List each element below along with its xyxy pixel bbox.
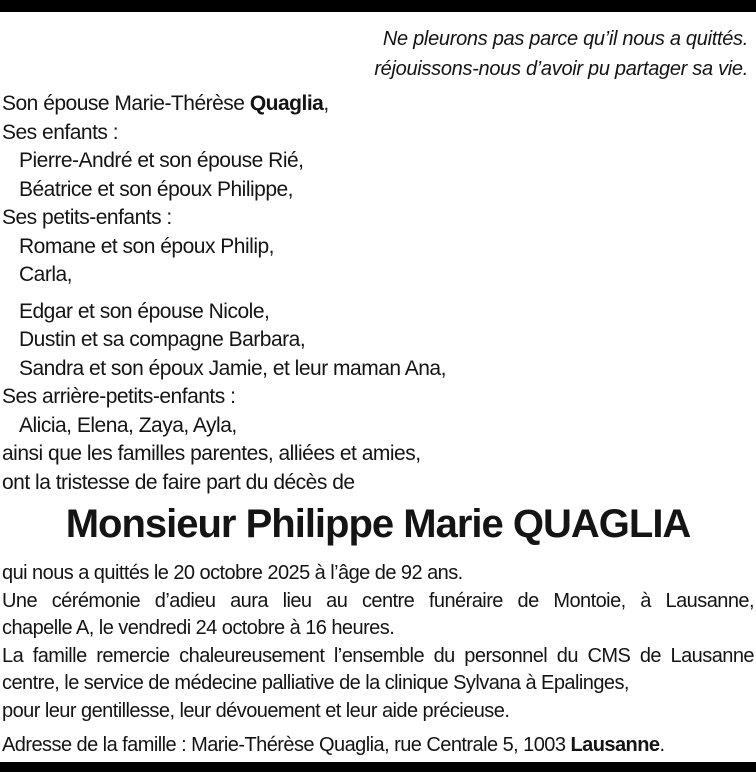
family-line: Béatrice et son époux Philippe, bbox=[19, 177, 294, 201]
deceased-name: Monsieur Philippe Marie QUAGLIA bbox=[65, 502, 691, 546]
address-line bbox=[2, 732, 754, 760]
epigraph-line-2: réjouissons-nous d’avoir pu partager sa vie. bbox=[374, 58, 748, 80]
family-line-greatgrandchildren-label: Ses arrière-petits-enfants : bbox=[2, 385, 236, 408]
detail-line-ceremony-2: chapelle A, le vendredi 24 octobre à 16 heures. bbox=[2, 617, 395, 639]
family-line: Alicia, Elena, Zaya, Ayla, bbox=[19, 413, 237, 437]
address-city: Lausanne bbox=[570, 734, 660, 756]
detail-line-thanks-1: La famille remercie chaleureusement l’ensemble du personnel du CMS de Lausanne bbox=[2, 644, 754, 667]
epigraph-line-1: Ne pleurons pas parce qu’il nous a quittés. bbox=[382, 28, 748, 50]
spouse-line-pre: Son épouse Marie-Thérèse bbox=[2, 92, 250, 115]
bottom-rule bbox=[0, 762, 756, 772]
detail-line-death-date: qui nous a quittés le 20 octobre 2025 à l’âge de 92 ans. bbox=[2, 562, 463, 584]
detail-line-ceremony-1: Une cérémonie d’adieu aura lieu au centre funéraire de Montoie, à Lausanne, bbox=[2, 589, 754, 612]
family-line-grandchildren-label: Ses petits-enfants : bbox=[2, 206, 172, 229]
family-line: Romane et son époux Philip, bbox=[19, 234, 274, 258]
family-line: Pierre-André et son épouse Rié, bbox=[19, 149, 304, 172]
family-line-children-label: Ses enfants : bbox=[2, 120, 119, 144]
address-post: . bbox=[659, 734, 665, 756]
family-line-relatives: ainsi que les familles parentes, alliées et amies, bbox=[2, 442, 421, 465]
top-rule bbox=[0, 0, 756, 12]
family-line: Carla, bbox=[19, 263, 73, 286]
detail-line-thanks-3: pour leur gentillesse, leur dévouement et leur aide précieuse. bbox=[2, 699, 510, 722]
spouse-line-post: , bbox=[323, 92, 329, 115]
epigraph bbox=[0, 24, 748, 84]
family-line: Sandra et son époux Jamie, et leur maman Ana, bbox=[19, 356, 446, 380]
spouse-surname: Quaglia bbox=[249, 92, 324, 115]
family-line-announcement: ont la tristesse de faire part du décès de bbox=[2, 470, 355, 494]
family-list bbox=[0, 90, 756, 497]
address-pre: Adresse de la famille : Marie-Thérèse Quaglia, rue Centrale 5, 1003 bbox=[2, 734, 571, 756]
family-line: Edgar et son épouse Nicole, bbox=[19, 299, 270, 323]
detail-line-thanks-2: centre, le service de médecine palliative de la clinique Sylvana à Epalinges, bbox=[2, 672, 629, 694]
family-line: Dustin et sa compagne Barbara, bbox=[19, 328, 306, 351]
spouse-line bbox=[2, 90, 754, 119]
notice-details bbox=[0, 560, 756, 760]
